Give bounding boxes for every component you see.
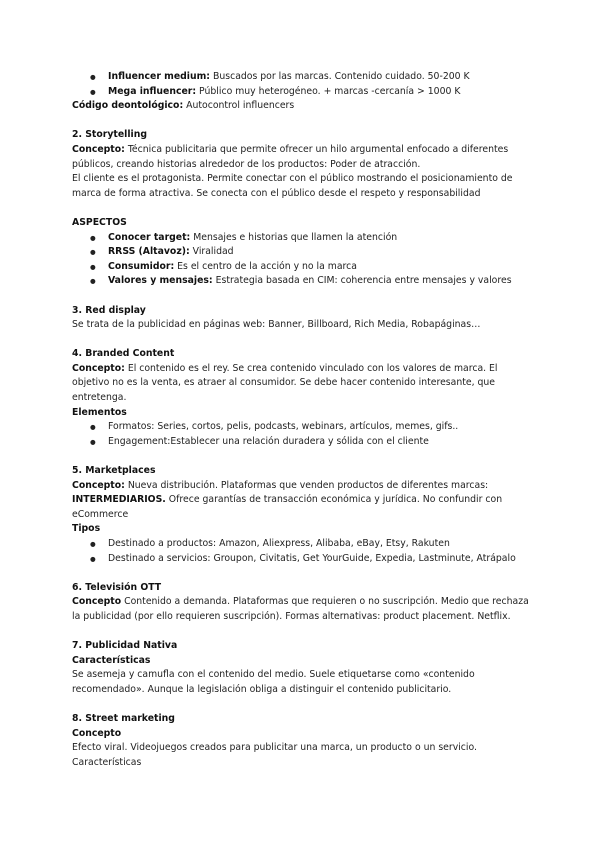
aspects-list xyxy=(72,231,534,289)
list-item: ● Conocer target: Mensajes e historias que llamen la atención xyxy=(72,231,534,246)
list-item: ● Influencer medium: Buscados por las marcas. Contenido cuidado. 50-200 K xyxy=(72,70,534,85)
list-item: ● Valores y mensajes: Estrategia basada en CIM: coherencia entre mensajes y valores xyxy=(72,274,534,289)
concept-paragraph: Concepto: Nueva distribución. Plataformas que venden productos de diferentes marcas: INTERMEDIARIOS. Ofrece garantías de transacción económica y jurídica. No confundir con eCommerce xyxy=(72,479,503,520)
elements-list xyxy=(72,420,534,449)
subheading: Concepto xyxy=(72,727,122,739)
section-title: 4. Branded Content xyxy=(72,348,175,360)
list-item: ● Formatos: Series, cortos, pelis, podcasts, webinars, artículos, memes, gifs.. xyxy=(72,420,534,435)
subheading: Características xyxy=(72,654,151,666)
types-list xyxy=(72,537,534,566)
list-item: ● Consumidor: Es el centro de la acción y no la marca xyxy=(72,260,534,275)
list-item: ● RRSS (Altavoz): Viralidad xyxy=(72,245,534,260)
list-item: ● Engagement:Establecer una relación duradera y sólida con el cliente xyxy=(72,435,534,450)
concept-paragraph: Concepto: El contenido es el rey. Se crea contenido vinculado con los valores de marca. El objetivo no es la venta, es atraer al consumidor. Se debe hacer contenido interesante, que entretenga. xyxy=(72,362,498,404)
subheading: Elementos xyxy=(72,406,127,418)
section-title: 2. Storytelling xyxy=(72,129,147,141)
section-title: 7. Publicidad Nativa xyxy=(72,640,178,652)
section-title: 5. Marketplaces xyxy=(72,465,156,477)
list-item: ● Destinado a servicios: Groupon, Civitatis, Get YourGuide, Expedia, Lastminute, Atrápalo xyxy=(72,552,534,567)
body-paragraph: Se asemeja y camufla con el contenido del medio. Suele etiquetarse como «contenido recomendado». Aunque la legislación obliga a distinguir el contenido publicitario. xyxy=(72,669,475,695)
document-page xyxy=(72,70,534,771)
concept-paragraph: Concepto Contenido a demanda. Plataformas que requieren o no suscripción. Medio que rechaza la publicidad (por ello requieren suscripción). Formas alternativas: product placement. Netflix. xyxy=(72,596,529,622)
list-item: ● Mega influencer: Público muy heterogéneo. + marcas -cercanía > 1000 K xyxy=(72,85,534,100)
influencer-list xyxy=(72,70,534,99)
body-paragraph: Se trata de la publicidad en páginas web: Banner, Billboard, Rich Media, Robapáginas… xyxy=(72,319,481,331)
body-paragraph: Efecto viral. Videojuegos creados para publicitar una marca, un producto o un servicio. xyxy=(72,742,477,754)
list-item: ● Destinado a productos: Amazon, Aliexpress, Alibaba, eBay, Etsy, Rakuten xyxy=(72,537,534,552)
section-title: 6. Televisión OTT xyxy=(72,581,162,593)
section-title: 3. Red display xyxy=(72,304,146,316)
section-title: 8. Street marketing xyxy=(72,713,175,725)
concept-paragraph: Concepto: Técnica publicitaria que permite ofrecer un hilo argumental enfocado a diferentes públicos, creando historias alrededor de los productos: Poder de atracción. xyxy=(72,143,509,170)
subheading: Tipos xyxy=(72,523,101,535)
subheading: ASPECTOS xyxy=(72,216,127,228)
body-paragraph: El cliente es el protagonista. Permite conectar con el público mostrando el posicionamiento de marca de forma atractiva. Se conecta con el público desde el respeto y responsabilidad xyxy=(72,173,513,199)
body-paragraph: Características xyxy=(72,756,142,768)
code-paragraph: Código deontológico: Autocontrol influencers xyxy=(72,100,295,112)
